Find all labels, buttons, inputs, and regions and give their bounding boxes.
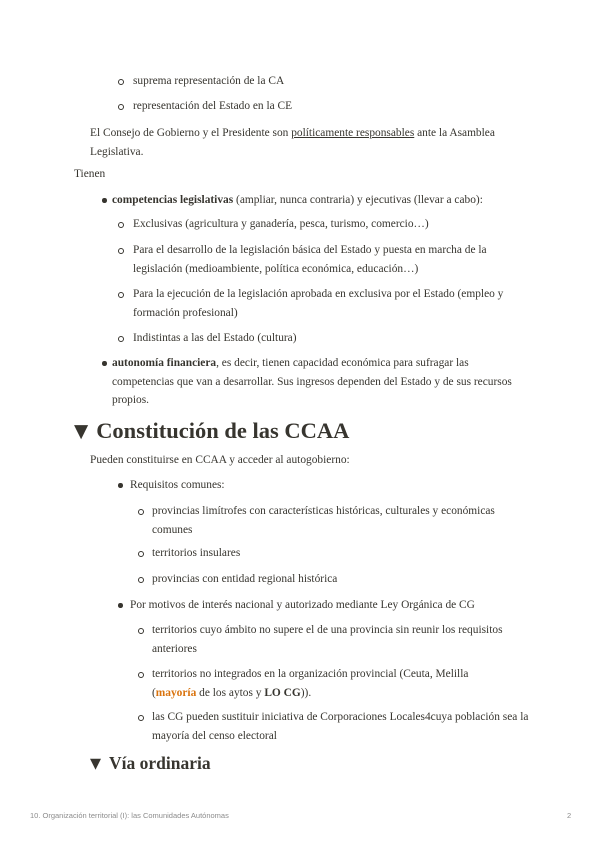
bullet-disc-icon (118, 483, 123, 488)
bullet-circle-icon (138, 672, 144, 678)
list-item: territorios insulares (152, 547, 241, 559)
triangle-down-icon[interactable]: ▼ (74, 421, 89, 442)
bullet-circle-icon (118, 248, 124, 254)
list-item-autonomia (112, 354, 520, 410)
list-item: Exclusivas (agricultura y ganadería, pesca, turismo, comercio…) (133, 218, 429, 230)
heading-text: Constitución de las CCAA (96, 418, 350, 443)
bold-text: competencias legislativas (112, 194, 234, 206)
item-text: de los aytos y (196, 687, 265, 699)
list-item: territorios cuyo ámbito no supere el de una provincia sin reunir los requisitos anteriores (152, 624, 503, 655)
list-item: suprema representación de la CA (133, 75, 285, 87)
bullet-circle-icon (118, 292, 124, 298)
list-item: Para el desarrollo de la legislación básica del Estado y puesta en marcha de la legislación (medioambiente, política económica, educación…) (133, 244, 487, 275)
bold-text: LO CG (264, 687, 301, 699)
item-text: )). (300, 687, 312, 699)
paragraph-text: El Consejo de Gobierno y el Presidente son (90, 127, 292, 139)
bullet-disc-icon (118, 603, 123, 608)
item-text: ( (152, 687, 156, 699)
footer-title: 10. Organización territorial (I): las Comunidades Autónomas (30, 811, 229, 820)
bullet-circle-icon (138, 509, 144, 515)
list-item: provincias limítrofes con características históricas, culturales y económicas comunes (152, 505, 495, 536)
underlined-text: políticamente responsables (291, 127, 415, 139)
bullet-disc-icon (102, 198, 107, 203)
list-item: Indistintas a las del Estado (cultura) (133, 332, 297, 344)
toggle-heading-via-ordinaria[interactable] (90, 751, 211, 777)
footer-page-number: 2 (567, 811, 572, 820)
list-item-continuation (152, 684, 311, 703)
bullet-disc-icon (102, 361, 107, 366)
list-item-requisitos: Requisitos comunes: (130, 479, 225, 491)
triangle-down-icon[interactable]: ▼ (90, 756, 102, 772)
bullet-circle-icon (138, 551, 144, 557)
list-item-competencias (112, 191, 483, 210)
toggle-heading-constitucion[interactable] (74, 417, 349, 447)
item-text: , es decir, tienen capacidad económica para sufragar las competencias que van a desarrollar. Sus ingresos dependen del Estado y de sus recursos propios. (112, 357, 512, 406)
list-item: territorios no integrados en la organización provincial (Ceuta, Melilla (152, 668, 469, 680)
list-item: Para la ejecución de la legislación aprobada en exclusiva por el Estado (empleo y formación profesional) (133, 288, 504, 319)
tienen-label: Tienen (74, 168, 106, 180)
bullet-circle-icon (118, 104, 124, 110)
responsibility-paragraph (90, 124, 545, 161)
bullet-circle-icon (118, 336, 124, 342)
bullet-circle-icon (138, 628, 144, 634)
list-item: las CG pueden sustituir iniciativa de Corporaciones Locales4cuya población sea la mayoría del censo electoral (152, 711, 529, 742)
list-item-interes-nacional: Por motivos de interés nacional y autorizado mediante Ley Orgánica de CG (130, 599, 475, 611)
bullet-circle-icon (138, 577, 144, 583)
highlight-text: mayoría (155, 687, 197, 699)
list-item: provincias con entidad regional histórica (152, 573, 338, 585)
bullet-circle-icon (138, 715, 144, 721)
item-text: (ampliar, nunca contraria) y ejecutivas (llevar a cabo): (233, 194, 483, 206)
bullet-circle-icon (118, 79, 124, 85)
bold-text: autonomía financiera (112, 357, 217, 369)
heading-text: Vía ordinaria (109, 753, 211, 773)
list-item: representación del Estado en la CE (133, 100, 293, 112)
paragraph-text: ante la Asamblea Legislativa. (90, 127, 495, 158)
bullet-circle-icon (118, 222, 124, 228)
constitucion-intro: Pueden constituirse en CCAA y acceder al autogobierno: (90, 454, 350, 466)
